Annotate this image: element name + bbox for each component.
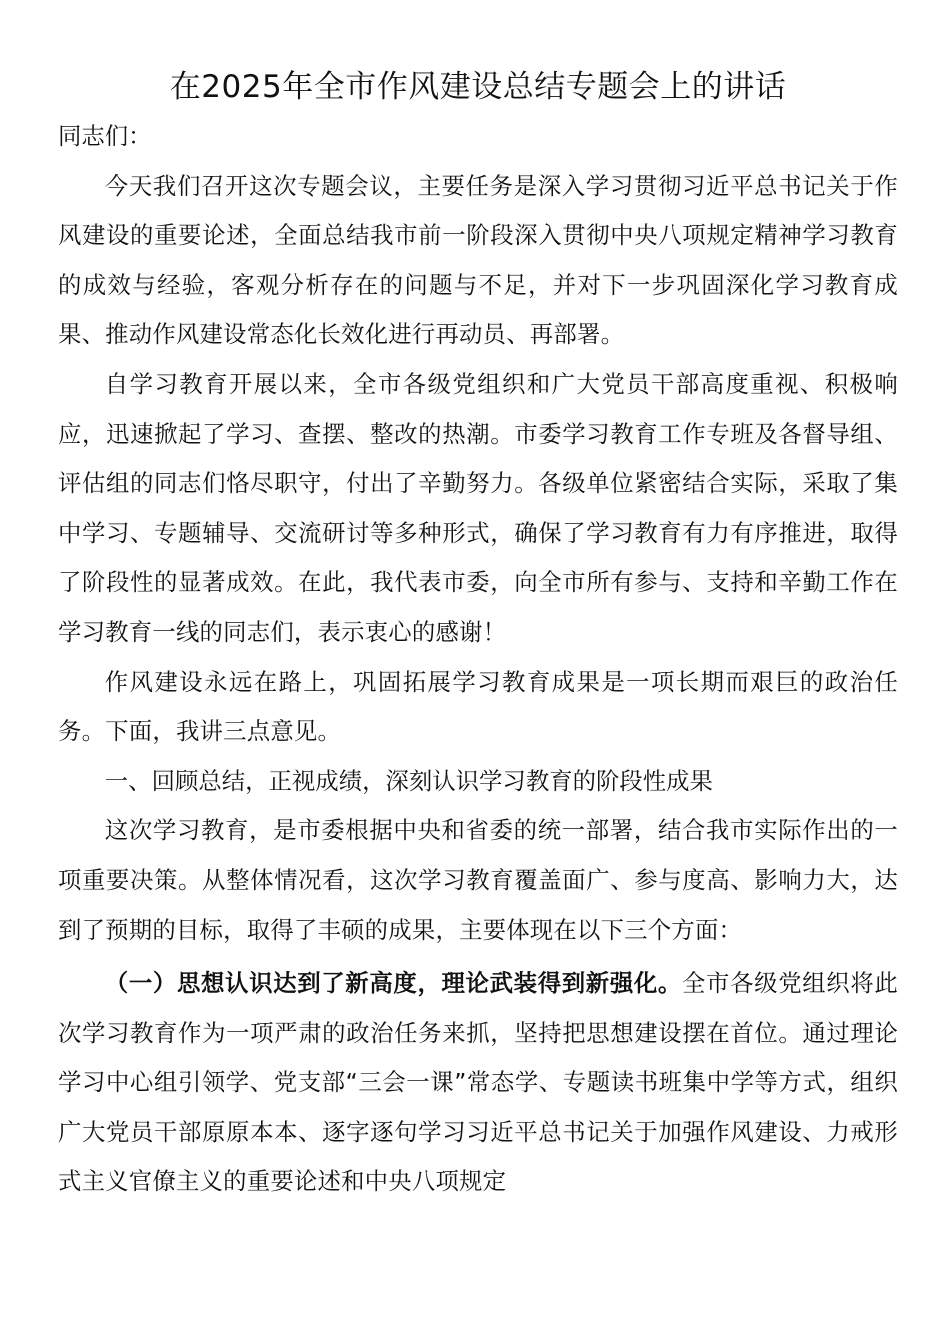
paragraph-opening: 今天我们召开这次专题会议，主要任务是深入学习贯彻习近平总书记关于作风建设的重要论述，全面总结我市前一阶段深入贯彻中央八项规定精神学习教育的成效与经验，客观分析存在的问题与不足，并对下一步巩固深化学习教育成果、推动作风建设常态化长效化进行再动员、再部署。 [58,171,898,349]
section-one-intro: 这次学习教育，是市委根据中央和省委的统一部署，结合我市实际作出的一项重要决策。从整体情况看，这次学习教育覆盖面广、参与度高、影响力大，达到了预期的目标，取得了丰硕的成果，主要体现在以下三个方面： [58,816,898,944]
section-one-heading: 一、回顾总结，正视成绩，深刻认识学习教育的阶段性成果 [104,766,713,795]
paragraph-outline: 作风建设永远在路上，巩固拓展学习教育成果是一项长期而艰巨的政治任务。下面，我讲三点意见。 [58,667,898,746]
document-title: 在2025年全市作风建设总结专题会上的讲话 [169,69,787,105]
document-page [58,62,898,1207]
subsection-one-body: 全市各级党组织将此次学习教育作为一项严肃的政治任务来抓，坚持把思想建设摆在首位。通过理论学习中心组引领学、党支部“三会一课”常态学、专题读书班集中学等方式，组织广大党员干部原原本本、逐字逐句学习习近平总书记关于加强作风建设、力戒形式主义官僚主义的重要论述和中央八项规定 [58,969,898,1196]
salutation: 同志们： [58,122,152,150]
subsection-one-paragraph [58,959,898,1207]
subsection-one-lead: （一）思想认识达到了新高度，理论武装得到新强化。 [104,969,682,998]
paragraph-progress: 自学习教育开展以来，全市各级党组织和广大党员干部高度重视、积极响应，迅速掀起了学习、查摆、整改的热潮。市委学习教育工作专班及各督导组、评估组的同志们恪尽职守，付出了辛勤努力。各级单位紧密结合实际，采取了集中学习、专题辅导、交流研讨等多种形式，确保了学习教育有力有序推进，取得了阶段性的显著成效。在此，我代表市委，向全市所有参与、支持和辛勤工作在学习教育一线的同志们，表示衷心的感谢！ [58,369,898,646]
